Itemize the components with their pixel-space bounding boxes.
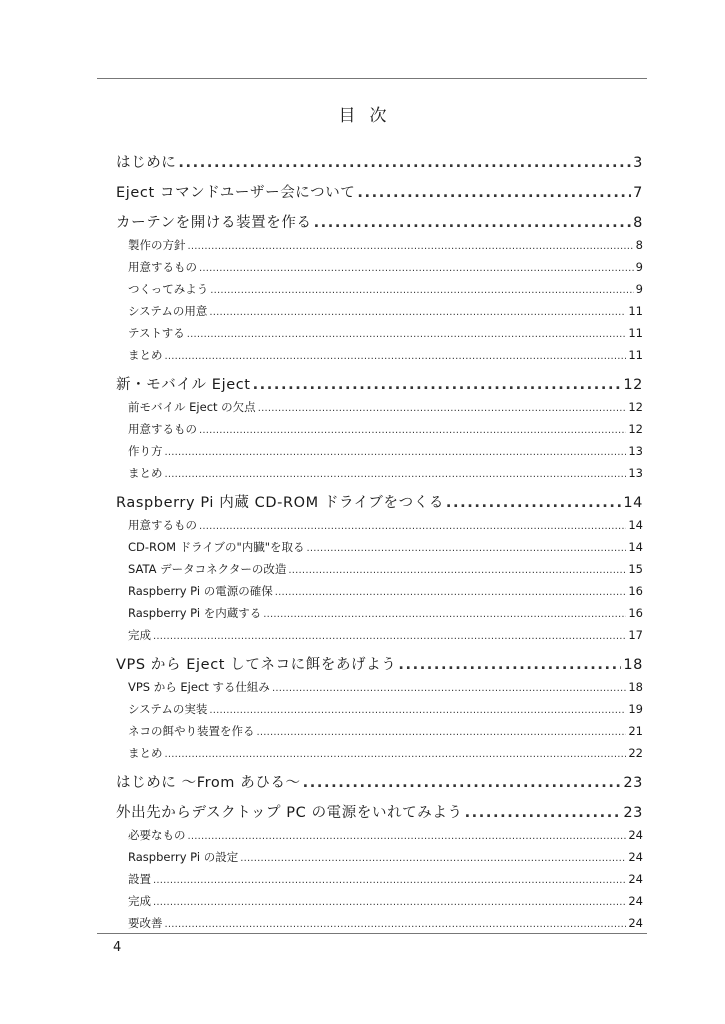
toc-entry-label: 要改善 bbox=[128, 916, 163, 930]
dot-leader bbox=[165, 442, 627, 462]
dot-leader bbox=[199, 258, 634, 278]
toc-entry-section[interactable] bbox=[116, 890, 643, 912]
toc-entry-label: 用意するもの bbox=[128, 422, 197, 436]
toc-entry-page: 21 bbox=[628, 724, 643, 738]
toc-entry-page: 9 bbox=[635, 260, 643, 274]
dot-leader bbox=[465, 802, 622, 824]
toc-entry-label: Raspberry Pi の電源の確保 bbox=[128, 584, 273, 598]
toc-entry-section[interactable] bbox=[116, 868, 643, 890]
toc-entry-section[interactable] bbox=[116, 344, 643, 366]
dot-leader bbox=[209, 302, 626, 322]
toc-entry-label: まとめ bbox=[128, 746, 163, 760]
toc-entry-label: 前モバイル Eject の欠点 bbox=[128, 400, 256, 414]
toc-entry-page: 18 bbox=[628, 680, 643, 694]
dot-leader bbox=[165, 346, 627, 366]
dot-leader bbox=[357, 182, 631, 204]
toc-entry-page: 14 bbox=[628, 518, 643, 532]
toc-entry-section[interactable] bbox=[116, 602, 643, 624]
toc-entry-label: はじめに bbox=[116, 155, 177, 171]
toc-entry-page: 24 bbox=[628, 916, 643, 930]
footer-rule bbox=[97, 933, 647, 934]
toc-entry-label: 設置 bbox=[128, 872, 151, 886]
toc-entry-chapter[interactable] bbox=[116, 654, 643, 676]
toc-entry-label: システムの実装 bbox=[128, 702, 208, 716]
toc-entry-label: システムの用意 bbox=[128, 304, 208, 318]
toc-entry-page: 13 bbox=[628, 444, 643, 458]
toc-entry-page: 11 bbox=[628, 326, 643, 340]
toc-entry-page: 24 bbox=[628, 872, 643, 886]
toc-entry-page: 8 bbox=[633, 215, 643, 231]
page-title: 目次 bbox=[338, 106, 401, 126]
toc-entry-section[interactable] bbox=[116, 742, 643, 764]
dot-leader bbox=[275, 582, 627, 602]
toc-entry-label: Raspberry Pi を内蔵する bbox=[128, 606, 262, 620]
toc-entry-page: 24 bbox=[628, 894, 643, 908]
toc-entry-section[interactable] bbox=[116, 396, 643, 418]
toc-entry-label: 用意するもの bbox=[128, 518, 197, 532]
toc-entry-label: 必要なもの bbox=[128, 828, 186, 842]
toc-entry-label: CD-ROM ドライブの"内臓"を取る bbox=[128, 540, 305, 554]
dot-leader bbox=[188, 826, 627, 846]
toc-entry-page: 12 bbox=[623, 377, 643, 393]
toc-entry-page: 15 bbox=[628, 562, 643, 576]
toc-entry-section[interactable] bbox=[116, 580, 643, 602]
toc-entry-page: 22 bbox=[628, 746, 643, 760]
table-of-contents bbox=[116, 152, 643, 934]
dot-leader bbox=[178, 152, 631, 174]
toc-entry-section[interactable] bbox=[116, 278, 643, 300]
toc-entry-label: SATA データコネクターの改造 bbox=[128, 562, 287, 576]
dot-leader bbox=[187, 324, 627, 344]
toc-entry-section[interactable] bbox=[116, 824, 643, 846]
toc-entry-label: VPS から Eject してネコに餌をあげよう bbox=[116, 657, 397, 673]
toc-entry-label: 外出先からデスクトップ PC の電源をいれてみよう bbox=[116, 805, 463, 821]
header-rule bbox=[97, 78, 647, 79]
toc-entry-section[interactable] bbox=[116, 846, 643, 868]
toc-entry-page: 23 bbox=[623, 775, 643, 791]
toc-entry-chapter[interactable] bbox=[116, 152, 643, 174]
toc-entry-page: 14 bbox=[628, 540, 643, 554]
dot-leader bbox=[199, 420, 626, 440]
dot-leader bbox=[199, 516, 626, 536]
toc-entry-page: 11 bbox=[628, 304, 643, 318]
toc-entry-label: 用意するもの bbox=[128, 260, 197, 274]
toc-entry-label: つくってみよう bbox=[128, 282, 209, 296]
dot-leader bbox=[258, 398, 627, 418]
toc-entry-label: まとめ bbox=[128, 466, 163, 480]
dot-leader bbox=[253, 374, 622, 396]
dot-leader bbox=[240, 848, 626, 868]
dot-leader bbox=[209, 700, 626, 720]
dot-leader bbox=[263, 604, 626, 624]
toc-entry-section[interactable] bbox=[116, 558, 643, 580]
dot-leader bbox=[165, 914, 627, 934]
dot-leader bbox=[272, 678, 626, 698]
toc-entry-page: 16 bbox=[628, 584, 643, 598]
toc-entry-label: カーテンを開ける装置を作る bbox=[116, 215, 312, 231]
toc-entry-page: 16 bbox=[628, 606, 643, 620]
toc-entry-label: Raspberry Pi 内蔵 CD-ROM ドライブをつくる bbox=[116, 495, 444, 511]
toc-entry-page: 24 bbox=[628, 850, 643, 864]
dot-leader bbox=[165, 744, 627, 764]
dot-leader bbox=[446, 492, 621, 514]
toc-entry-section[interactable] bbox=[116, 322, 643, 344]
dot-leader bbox=[153, 892, 626, 912]
toc-entry-label: 作り方 bbox=[128, 444, 163, 458]
toc-entry-section[interactable] bbox=[116, 698, 643, 720]
toc-entry-page: 18 bbox=[623, 657, 643, 673]
toc-entry-section[interactable] bbox=[116, 676, 643, 698]
toc-entry-chapter[interactable] bbox=[116, 772, 643, 794]
toc-entry-label: 新・モバイル Eject bbox=[116, 377, 251, 393]
toc-entry-page: 13 bbox=[628, 466, 643, 480]
dot-leader bbox=[153, 626, 626, 646]
toc-entry-page: 11 bbox=[628, 348, 643, 362]
toc-entry-chapter[interactable] bbox=[116, 374, 643, 396]
toc-entry-section[interactable] bbox=[116, 514, 643, 536]
toc-entry-label: まとめ bbox=[128, 348, 163, 362]
toc-entry-label: テストする bbox=[128, 326, 185, 340]
toc-entry-section[interactable] bbox=[116, 912, 643, 934]
toc-entry-page: 24 bbox=[628, 828, 643, 842]
dot-leader bbox=[288, 560, 626, 580]
toc-entry-section[interactable] bbox=[116, 720, 643, 742]
toc-entry-page: 17 bbox=[628, 628, 643, 642]
dot-leader bbox=[188, 236, 634, 256]
toc-entry-label: 完成 bbox=[128, 894, 151, 908]
dot-leader bbox=[314, 212, 632, 234]
toc-entry-page: 12 bbox=[628, 422, 643, 436]
toc-entry-label: 製作の方針 bbox=[128, 238, 186, 252]
toc-entry-section[interactable] bbox=[116, 440, 643, 462]
toc-entry-section[interactable] bbox=[116, 256, 643, 278]
toc-entry-label: 完成 bbox=[128, 628, 151, 642]
toc-entry-page: 12 bbox=[628, 400, 643, 414]
toc-entry-section[interactable] bbox=[116, 418, 643, 440]
toc-entry-label: はじめに ～From あひる～ bbox=[116, 775, 301, 791]
toc-entry-label: ネコの餌やり装置を作る bbox=[128, 724, 255, 738]
toc-entry-section[interactable] bbox=[116, 536, 643, 558]
toc-entry-page: 19 bbox=[628, 702, 643, 716]
dot-leader bbox=[303, 772, 622, 794]
dot-leader bbox=[210, 280, 633, 300]
toc-entry-chapter[interactable] bbox=[116, 492, 643, 514]
toc-entry-section[interactable] bbox=[116, 624, 643, 646]
toc-entry-page: 7 bbox=[633, 185, 643, 201]
toc-entry-label: VPS から Eject する仕組み bbox=[128, 680, 270, 694]
dot-leader bbox=[165, 464, 627, 484]
dot-leader bbox=[257, 722, 627, 742]
page-number: 4 bbox=[113, 940, 122, 955]
toc-entry-section[interactable] bbox=[116, 234, 643, 256]
toc-entry-label: Eject コマンドユーザー会について bbox=[116, 185, 356, 201]
toc-entry-page: 8 bbox=[635, 238, 643, 252]
toc-entry-page: 3 bbox=[633, 155, 643, 171]
toc-entry-page: 14 bbox=[623, 495, 643, 511]
toc-entry-label: Raspberry Pi の設定 bbox=[128, 850, 239, 864]
toc-entry-section[interactable] bbox=[116, 300, 643, 322]
dot-leader bbox=[398, 654, 621, 676]
dot-leader bbox=[307, 538, 627, 558]
toc-entry-chapter[interactable] bbox=[116, 182, 643, 204]
toc-entry-page: 9 bbox=[635, 282, 643, 296]
dot-leader bbox=[153, 870, 626, 890]
toc-entry-section[interactable] bbox=[116, 462, 643, 484]
toc-entry-chapter[interactable] bbox=[116, 802, 643, 824]
toc-entry-chapter[interactable] bbox=[116, 212, 643, 234]
toc-entry-page: 23 bbox=[623, 805, 643, 821]
